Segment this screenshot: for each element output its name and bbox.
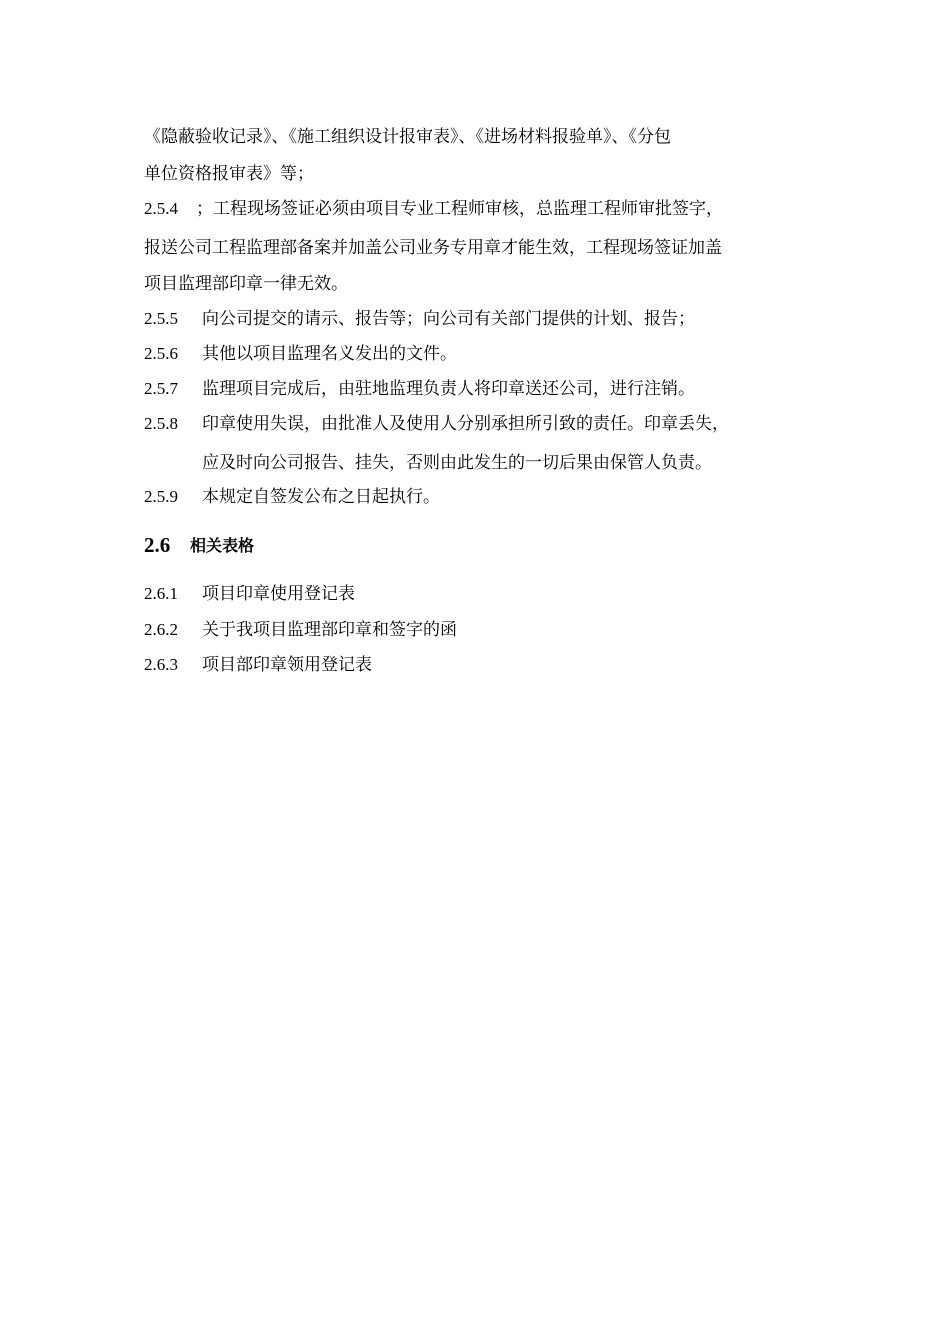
item-number-2-5-9: 2.5.9 (144, 487, 178, 506)
item-number-2-5-7: 2.5.7 (144, 379, 178, 398)
item-text-2-5-6: 其他以项目监理名义发出的文件。 (202, 344, 457, 364)
item-number-2-5-6: 2.5.6 (144, 344, 178, 363)
item-text-2-5-7: 监理项目完成后，由驻地监理负责人将印章送还公司，进行注销。 (202, 379, 695, 399)
item-2-5-4-line-2: 报送公司工程监理部备案并加盖公司业务专用章才能生效，工程现场签证加盖 (144, 238, 722, 258)
table-item-text: 关于我项目监理部印章和签字的函 (202, 620, 457, 640)
item-2-5-4-line-1: ；工程现场签证必须由项目专业工程师审核，总监理工程师审批签字， (196, 199, 723, 219)
intro-line-1: 《隐蔽验收记录》、《施工组织设计报审表》、《进场材料报验单》、《分包 (144, 127, 671, 147)
table-item-text: 项目印章使用登记表 (202, 584, 355, 604)
item-2-5-8-line-1: 印章使用失误，由批准人及使用人分别承担所引致的责任。印章丢失， (202, 414, 729, 434)
item-text-2-5-9: 本规定自签发公布之日起执行。 (202, 487, 440, 507)
section-heading-number: 2.6 (144, 533, 171, 557)
table-item-text: 项目部印章领用登记表 (202, 655, 372, 675)
table-item-number: 2.6.1 (144, 584, 178, 603)
item-number-2-5-8: 2.5.8 (144, 414, 178, 433)
table-item-number: 2.6.3 (144, 655, 178, 674)
item-2-5-4-line-3: 项目监理部印章一律无效。 (144, 274, 348, 294)
item-number-2-5-4: 2.5.4 (144, 199, 178, 218)
item-number-2-5-5: 2.5.5 (144, 309, 178, 328)
table-item-number: 2.6.2 (144, 620, 178, 639)
intro-line-2: 单位资格报审表》等； (144, 164, 314, 184)
item-text-2-5-5: 向公司提交的请示、报告等；向公司有关部门提供的计划、报告； (202, 309, 695, 329)
item-2-5-8-line-2: 应及时向公司报告、挂失，否则由此发生的一切后果由保管人负责。 (202, 453, 712, 473)
section-heading-title: 相关表格 (190, 536, 255, 555)
